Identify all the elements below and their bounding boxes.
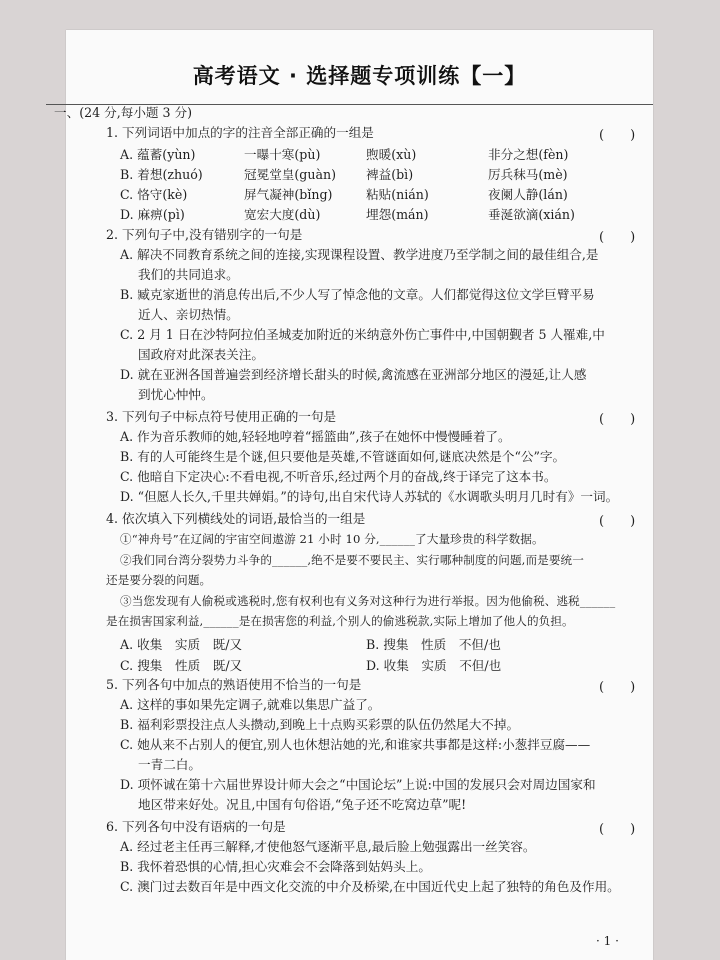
- q1-option-c: C. 恪守(kè): [120, 187, 188, 202]
- q1-c-term-3: 粘贴(nián): [366, 187, 429, 202]
- q3-option-d: D. “但愿人长久,千里共婵娟。”的诗句,出自宋代诗人苏轼的《水调歌头明月几时有》一词。: [120, 489, 619, 504]
- q6-stem: 6. 下列各句中没有语病的一句是: [106, 819, 286, 834]
- q5-option-d-cont: 地区带来好处。况且,中国有句俗语,“兔子还不吃窝边草”呢!: [138, 797, 467, 812]
- q4-sentence-2-cont: 还是要分裂的问题。: [106, 573, 212, 587]
- q2-stem: 2. 下列句子中,没有错别字的一句是: [106, 227, 303, 242]
- q4-sentence-3-cont: 是在损害国家利益,______是在损害您的利益,个别人的偷逃税款,实际上增加了他人的负担。: [106, 614, 574, 628]
- q5-option-a: A. 这样的事如果先定调子,就难以集思广益了。: [120, 697, 381, 712]
- q1-d-term-4: 垂涎欲滴(xián): [488, 207, 575, 222]
- q1-answer-paren: ( ): [599, 128, 636, 143]
- section-header: 一、(24 分,每小题 3 分): [54, 105, 193, 120]
- q1-d-term-3: 埋怨(mán): [366, 207, 429, 222]
- q5-option-c: C. 她从来不占别人的便宜,别人也休想沾她的光,和谁家共事都是这样:小葱拌豆腐——: [120, 737, 591, 752]
- page-number: · 1 ·: [596, 934, 619, 948]
- q4-option-c: C. 搜集 性质 既/又: [120, 658, 243, 673]
- q3-option-b: B. 有的人可能终生是个谜,但只要他是英雄,不管谜面如何,谜底决然是个“公”字。: [120, 449, 566, 464]
- q6-option-c: C. 澳门过去数百年是中西文化交流的中介及桥梁,在中国近代史上起了独特的角色及作用。: [120, 879, 620, 894]
- q1-a-term-3: 煦暖(xù): [366, 147, 417, 162]
- q2-option-b-cont: 近人、亲切热情。: [138, 307, 239, 322]
- q4-answer-paren: ( ): [599, 514, 636, 529]
- q3-answer-paren: ( ): [599, 412, 636, 427]
- q2-option-c-cont: 国政府对此深表关注。: [138, 347, 264, 362]
- q2-option-a-cont: 我们的共同追求。: [138, 267, 239, 282]
- q4-option-b: B. 搜集 性质 不但/也: [366, 637, 501, 652]
- q5-stem: 5. 下列各句中加点的熟语使用不恰当的一句是: [106, 677, 362, 692]
- q1-option-a: A. 蕴蓄(yùn): [120, 147, 196, 162]
- q2-answer-paren: ( ): [599, 230, 636, 245]
- q1-d-term-2: 宽宏大度(dù): [244, 207, 321, 222]
- q1-b-term-2: 冠冕堂皇(guàn): [244, 167, 336, 182]
- q1-stem: 1. 下列词语中加点的字的注音全部正确的一组是: [106, 125, 374, 140]
- q6-option-a: A. 经过老主任再三解释,才使他怒气逐渐平息,最后脸上勉强露出一丝笑容。: [120, 839, 536, 854]
- q4-option-d: D. 收集 实质 不但/也: [366, 658, 502, 673]
- q2-option-d-cont: 到忧心忡忡。: [138, 387, 214, 402]
- q1-b-term-3: 裨益(bì): [366, 167, 414, 182]
- page-title: 高考语文 · 选择题专项训练【一】: [192, 64, 527, 88]
- q5-option-d: D. 项怀诚在第十六届世界设计师大会之“中国论坛”上说:中国的发展只会对周边国家和: [120, 777, 596, 792]
- q1-c-term-4: 夜阑人静(lán): [488, 187, 568, 202]
- q4-sentence-2: ②我们同台湾分裂势力斗争的______,绝不是要不要民主、实行哪种制度的问题,而是要统一: [120, 553, 584, 567]
- q5-answer-paren: ( ): [599, 680, 636, 695]
- q1-option-b: B. 着想(zhuó): [120, 167, 203, 182]
- q4-sentence-1: ①“神舟号”在辽阔的宇宙空间遨游 21 小时 10 分,______了大量珍贵的科学数据。: [120, 532, 544, 546]
- q5-option-c-cont: 一青二白。: [138, 757, 201, 772]
- q1-c-term-2: 屏气凝神(bǐng): [244, 187, 333, 202]
- q2-option-d: D. 就在亚洲各国普遍尝到经济增长甜头的时候,禽流感在亚洲部分地区的漫延,让人感: [120, 367, 587, 382]
- q1-a-term-4: 非分之想(fèn): [488, 147, 569, 162]
- q6-option-b: B. 我怀着恐惧的心情,担心灾难会不会降落到姑妈头上。: [120, 859, 431, 874]
- exam-page: [54, 30, 653, 960]
- q3-option-c: C. 他暗自下定决心:不看电视,不听音乐,经过两个月的奋战,终于译完了这本书。: [120, 469, 557, 484]
- q2-option-b: B. 臧克家逝世的消息传出后,不少人写了悼念他的文章。人们都觉得这位文学巨臂平易: [120, 287, 595, 302]
- q3-stem: 3. 下列句子中标点符号使用正确的一句是: [106, 409, 337, 424]
- q4-stem: 4. 依次填入下列横线处的词语,最恰当的一组是: [106, 511, 366, 526]
- q5-option-b: B. 福利彩票投注点人头攒动,到晚上十点购买彩票的队伍仍然尾大不掉。: [120, 717, 520, 732]
- q1-b-term-4: 厉兵秣马(mè): [488, 167, 568, 182]
- q1-a-term-2: 一曝十寒(pù): [244, 147, 321, 162]
- q4-sentence-3: ③当您发现有人偷税或逃税时,您有权利也有义务对这种行为进行举报。因为他偷税、逃税______: [120, 594, 616, 608]
- q1-option-d: D. 麻痹(pì): [120, 207, 185, 222]
- q6-answer-paren: ( ): [599, 822, 636, 837]
- q2-option-a: A. 解决不同教育系统之间的连接,实现课程设置、教学进度乃至学制之间的最佳组合,是: [120, 247, 599, 262]
- q2-option-c: C. 2 月 1 日在沙特阿拉伯圣城麦加附近的米纳意外伤亡事件中,中国朝觐者 5 人罹难,中: [120, 327, 605, 342]
- q4-option-a: A. 收集 实质 既/又: [120, 637, 243, 652]
- q3-option-a: A. 作为音乐教师的她,轻轻地哼着“摇篮曲”,孩子在她怀中慢慢睡着了。: [120, 429, 511, 444]
